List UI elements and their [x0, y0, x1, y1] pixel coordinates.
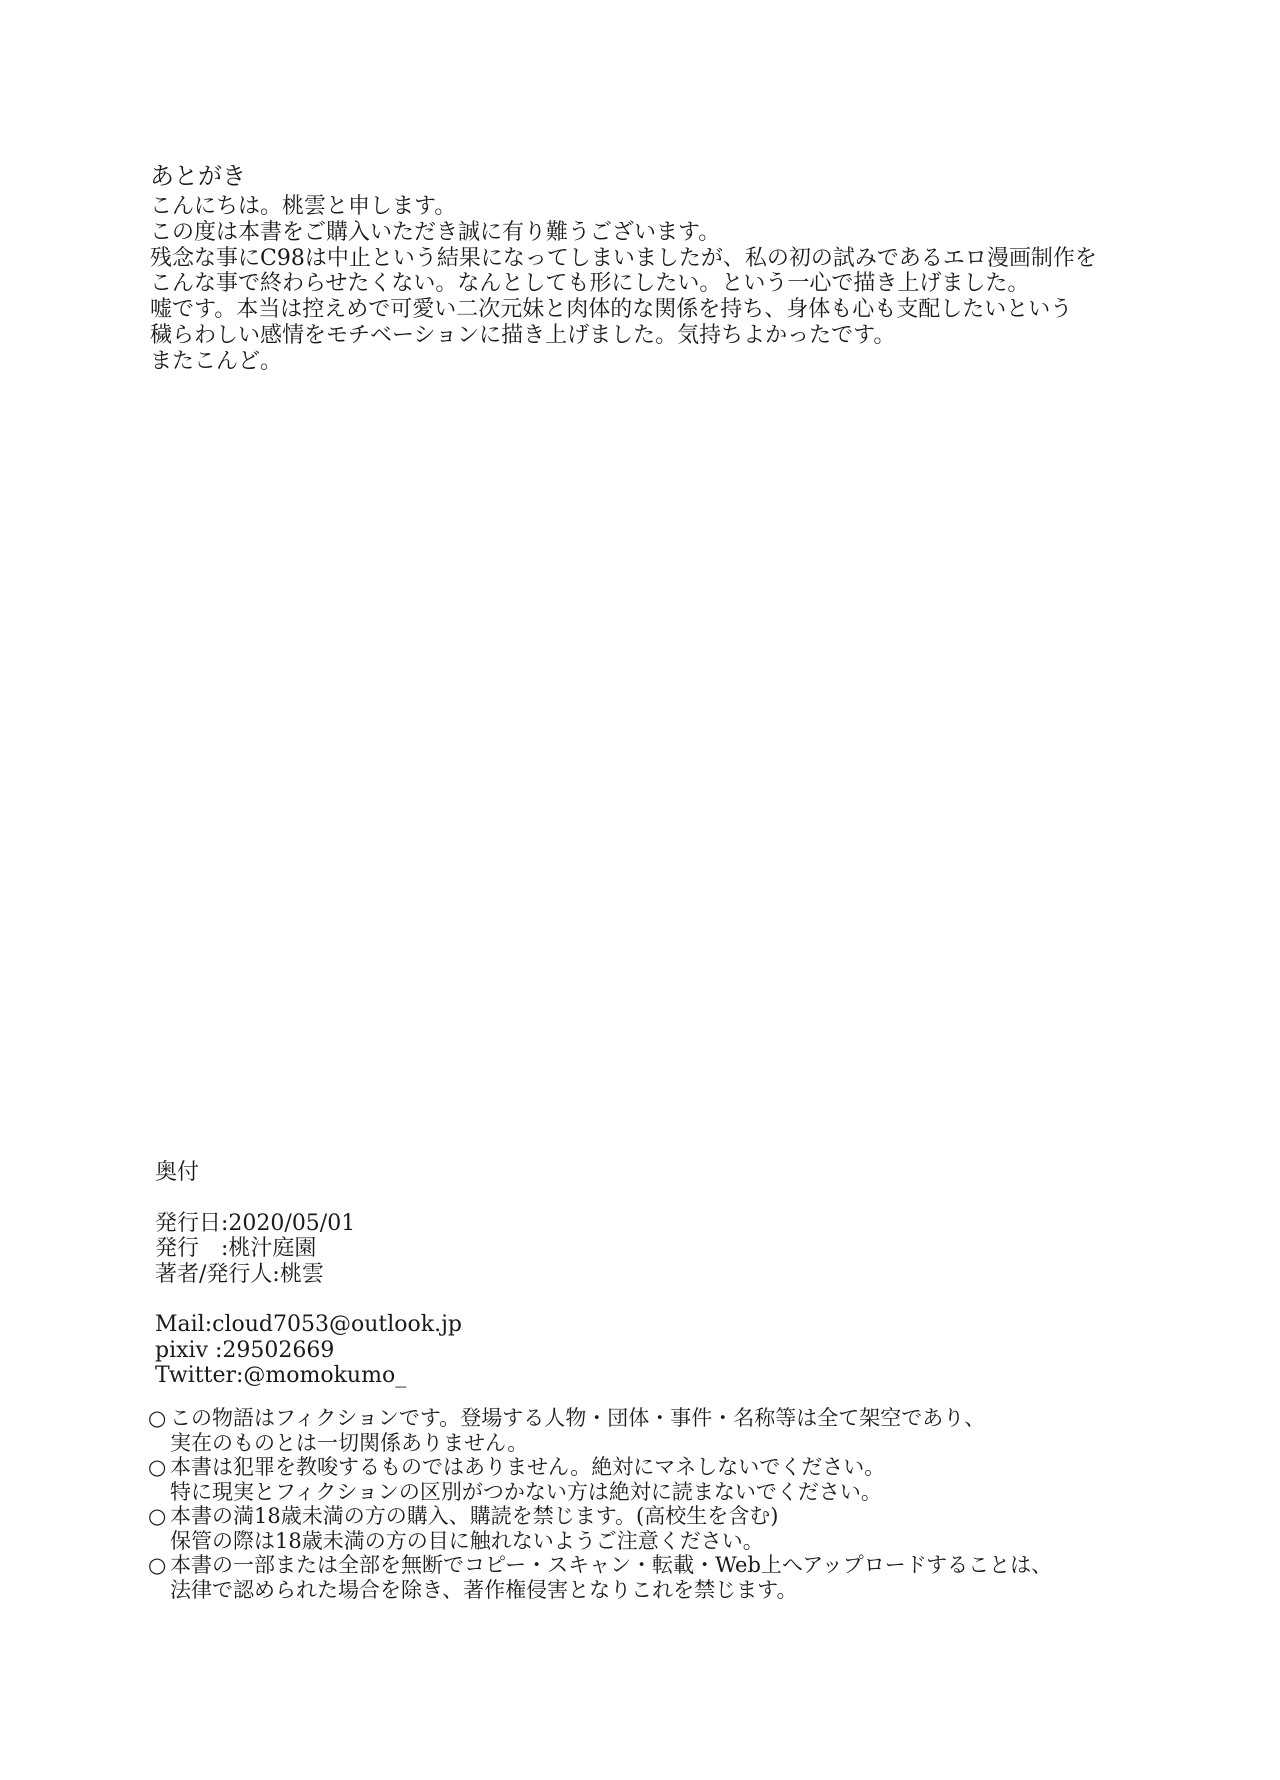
publish-date: 発行日:2020/05/01	[155, 1210, 356, 1236]
notices	[148, 1406, 1052, 1602]
notice-text: 本書は犯罪を教唆するものではありません。絶対にマネしないでください。	[170, 1455, 886, 1479]
author: 著者/発行人:桃雲	[155, 1261, 324, 1287]
circle-bullet-icon: ○	[148, 1455, 167, 1479]
afterword-line: こんな事で終わらせたくない。なんとしても形にしたい。という一心で描き上げました。	[150, 271, 1030, 297]
circle-bullet-icon: ○	[148, 1553, 167, 1577]
notice-text: この物語はフィクションです。登場する人物・団体・事件・名称等は全て架空であり、	[170, 1406, 986, 1430]
afterword-line: こんにちは。桃雲と申します。	[150, 194, 457, 219]
contact-info	[155, 1312, 462, 1389]
notice-text: 実在のものとは一切関係ありません。	[170, 1430, 529, 1455]
publisher: 発行 :桃汁庭園	[155, 1236, 317, 1261]
afterword-line: 穢らわしい感情をモチベーションに描き上げました。気持ちよかったです。	[150, 322, 896, 348]
twitter-contact: Twitter:@momokumo_	[155, 1363, 407, 1388]
pixiv-contact: pixiv :29502669	[155, 1337, 335, 1363]
notice-text: 本書の一部または全部を無断でコピー・スキャン・転載・Web上へアップロードすることは、	[170, 1553, 1053, 1577]
afterword-line: またこんど。	[150, 348, 283, 374]
notice-text: 法律で認められた場合を除き、著作権侵害となりこれを禁じます。	[170, 1577, 798, 1602]
notice-text: 本書の満18歳未満の方の購入、購読を禁じます。(高校生を含む)	[170, 1504, 779, 1528]
publication-info	[155, 1211, 462, 1288]
notice-item	[148, 1406, 1052, 1455]
colophon	[155, 1160, 462, 1414]
notice-item	[148, 1455, 1052, 1504]
notice-item	[148, 1553, 1052, 1602]
circle-bullet-icon: ○	[148, 1406, 167, 1430]
colophon-title: 奥付	[155, 1160, 200, 1185]
afterword-title: あとがき	[150, 162, 246, 190]
afterword-line: この度は本書をご購入いただき誠に有り難うございます。	[150, 219, 721, 245]
notice-text: 保管の際は18歳未満の方の目に触れないようご注意ください。	[170, 1528, 764, 1553]
afterword-line: 嘘です。本当は控えめで可愛い二次元妹と肉体的な関係を持ち、身体も心も支配したいという	[150, 297, 1073, 323]
circle-bullet-icon: ○	[148, 1504, 167, 1528]
notice-text: 特に現実とフィクションの区別がつかない方は絶対に読まないでください。	[170, 1479, 882, 1504]
afterword-line: 残念な事にC98は中止という結果になってしまいましたが、私の初の試みであるエロ漫画制作を	[150, 245, 1097, 271]
mail-contact: Mail:cloud7053@outlook.jp	[155, 1312, 462, 1337]
notice-item	[148, 1504, 1052, 1553]
afterword-body	[150, 194, 1097, 375]
